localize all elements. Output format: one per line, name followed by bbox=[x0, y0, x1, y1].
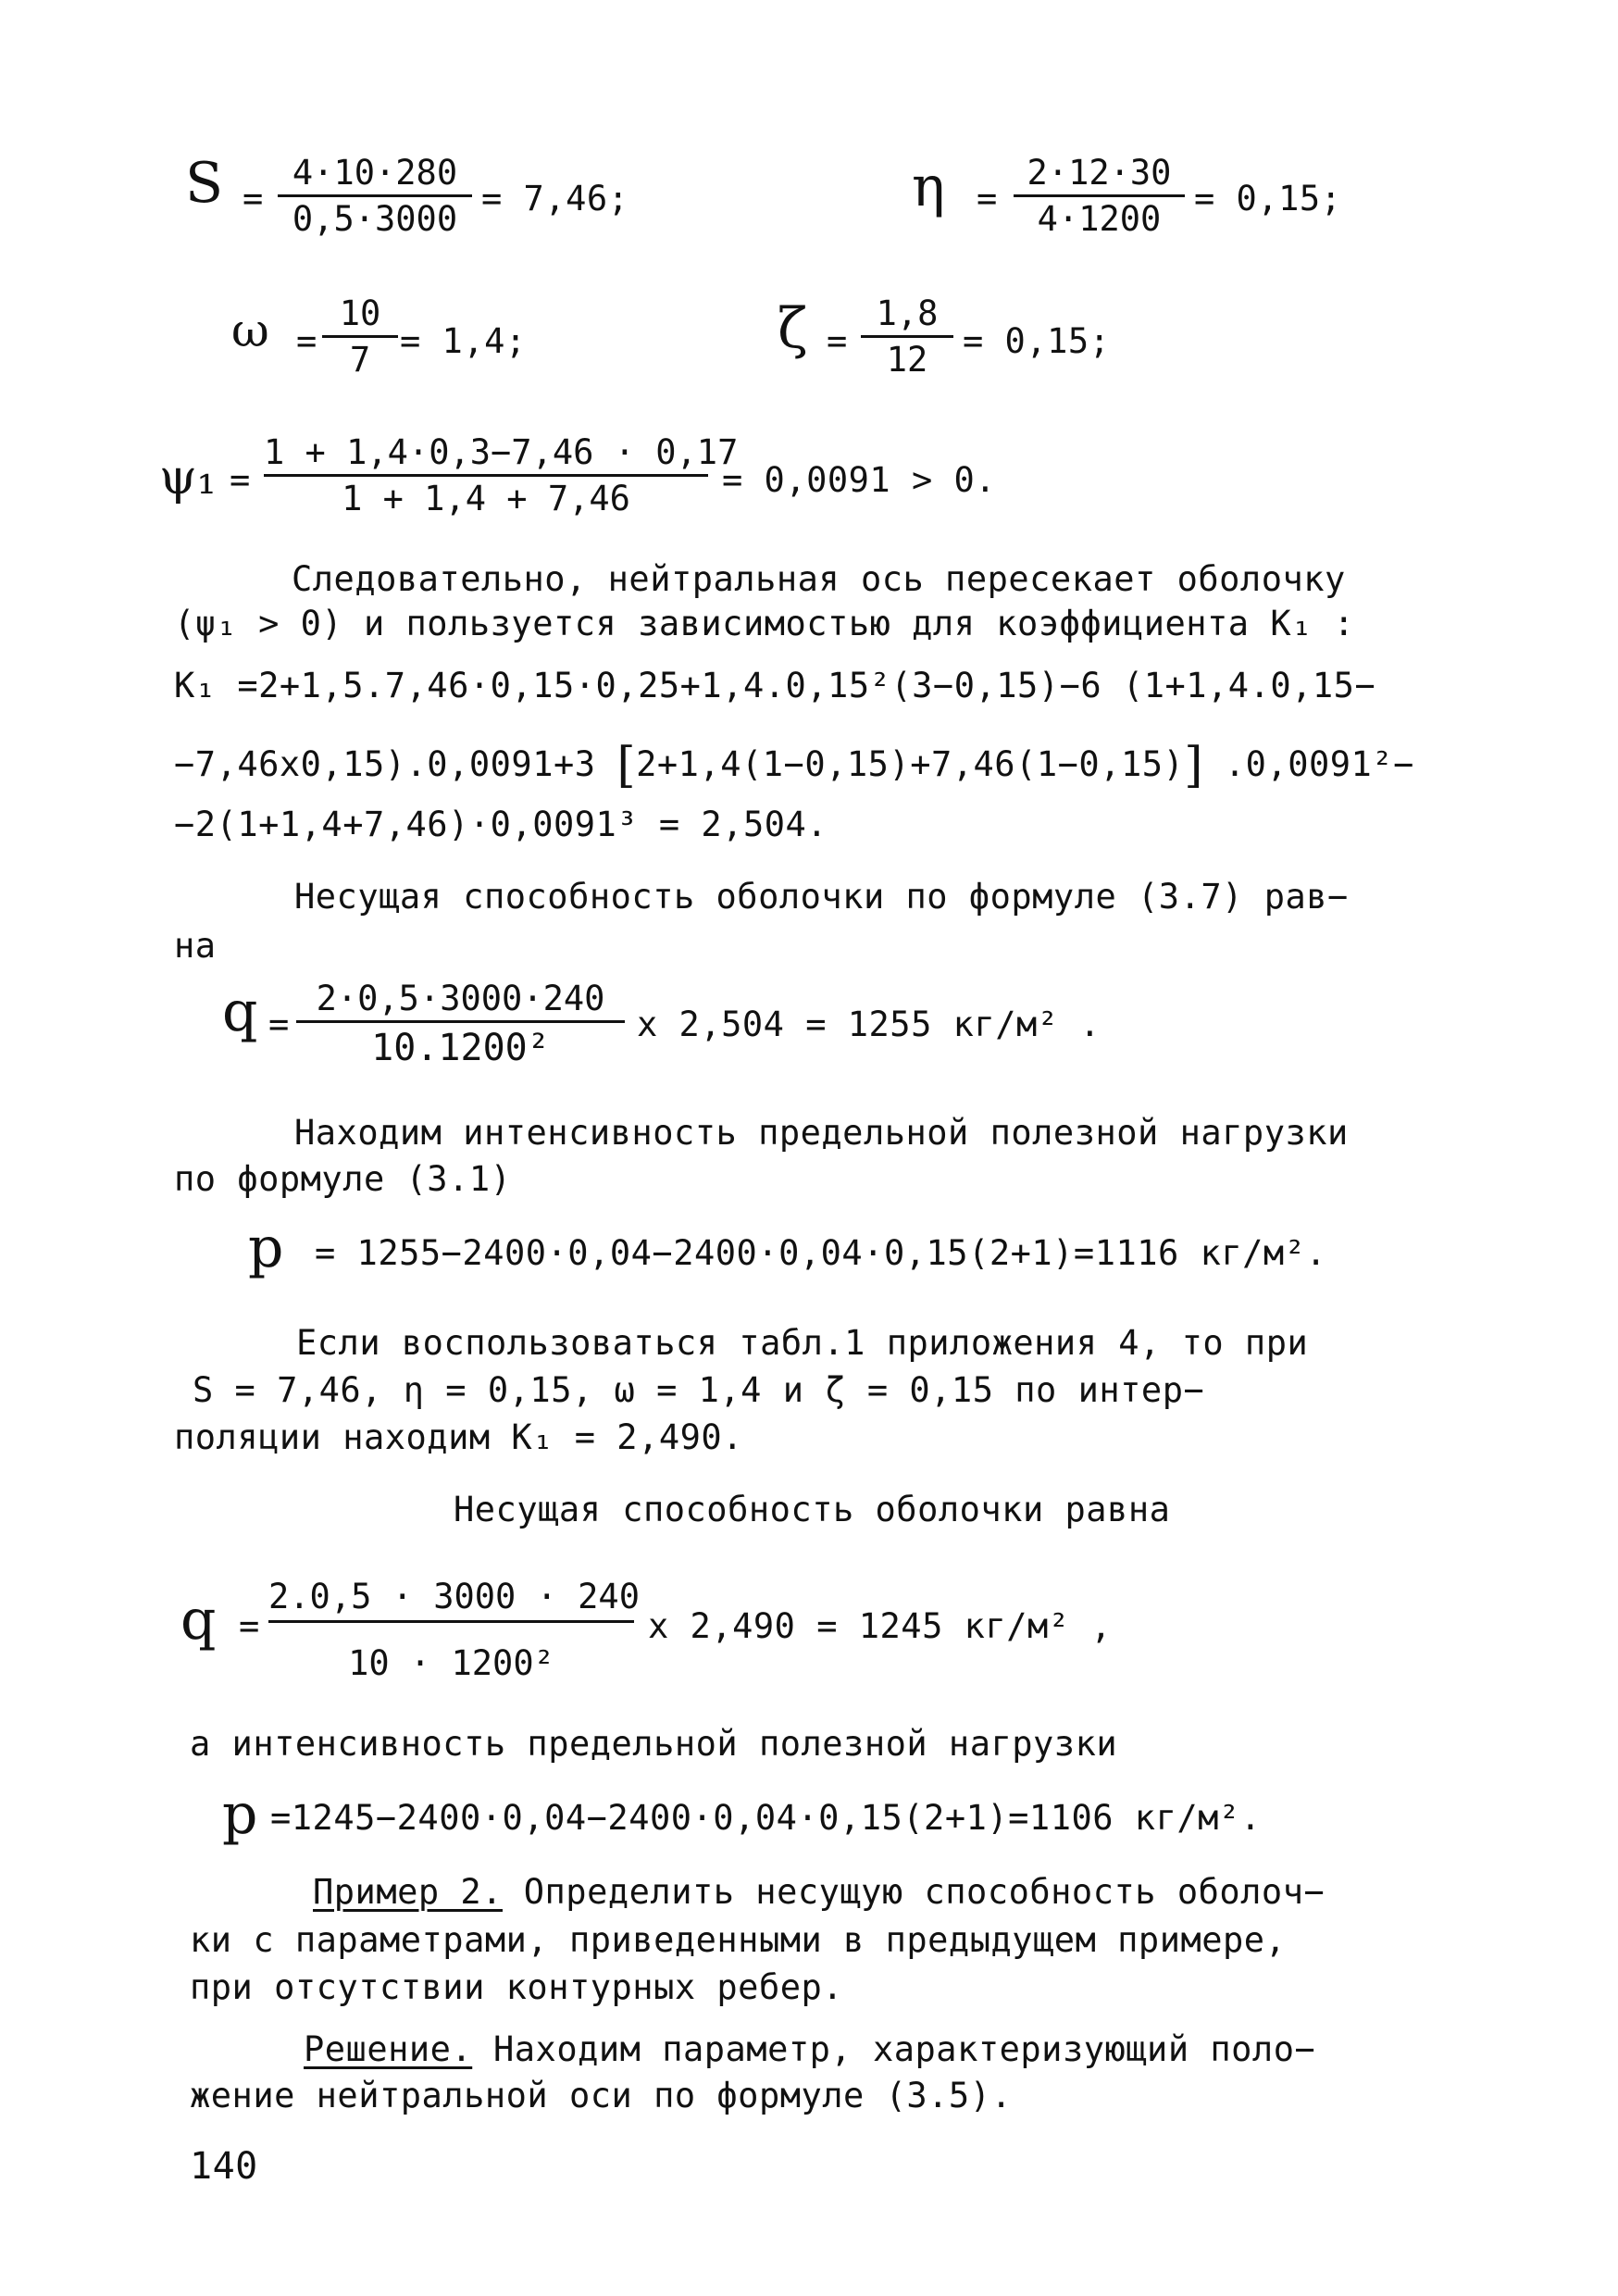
result: = 0,15; bbox=[963, 321, 1111, 361]
fraction-bar bbox=[296, 1020, 625, 1023]
denominator: 12 bbox=[886, 340, 928, 380]
numerator: 1 + 1,4·0,3−7,46 · 0,17 bbox=[264, 432, 739, 472]
numerator: 4·10·280 bbox=[292, 153, 458, 193]
text-line: по формуле (3.1) bbox=[174, 1159, 512, 1199]
formula-k1-line1: K₁ =2+1,5.7,46·0,15·0,25+1,4.0,15²(3−0,15)−6 (1+1,4.0,15− bbox=[174, 666, 1376, 705]
symbol-omega: ω bbox=[231, 304, 269, 357]
denominator: 0,5·3000 bbox=[292, 199, 458, 239]
symbol-eta: η bbox=[912, 155, 945, 219]
denominator: 4·1200 bbox=[1037, 199, 1162, 239]
fraction-bar bbox=[264, 474, 708, 477]
symbol-psi: ψ₁ bbox=[159, 450, 217, 505]
text-line: Если воспользоваться табл.1 приложения 4, то при bbox=[296, 1323, 1309, 1363]
text-line: ки с параметрами, приведенными в предыдущем примере, bbox=[190, 1920, 1287, 1960]
denominator: 7 bbox=[349, 340, 371, 380]
symbol-p: p bbox=[248, 1216, 284, 1280]
result: = 1,4; bbox=[400, 321, 527, 361]
equals-sign: = bbox=[827, 321, 848, 361]
text-line: Находим интенсивность предельной полезной нагрузки bbox=[294, 1113, 1349, 1153]
fraction-bar bbox=[861, 335, 953, 338]
symbol-q: q bbox=[222, 980, 258, 1044]
result: = 7,46; bbox=[481, 179, 629, 218]
text-line: а интенсивность предельной полезной нагрузки bbox=[190, 1724, 1118, 1764]
fraction-psi bbox=[264, 428, 739, 520]
text-line: поляции находим K₁ = 2,490. bbox=[174, 1417, 743, 1457]
symbol-s: S bbox=[185, 151, 224, 216]
numerator: 2·12·30 bbox=[1027, 153, 1172, 193]
equals-sign: = bbox=[977, 179, 998, 218]
fraction-q2 bbox=[268, 1572, 640, 1692]
text-line: при отсутствии контурных ребер. bbox=[190, 1967, 844, 2007]
example-label: Пример 2. bbox=[313, 1872, 503, 1912]
fraction-s bbox=[278, 148, 472, 241]
text-line: жение нейтральной оси по формуле (3.5). bbox=[190, 2076, 1013, 2115]
equation-text: =1245−2400·0,04−2400·0,04·0,15(2+1)=1106 кг/м². bbox=[270, 1798, 1262, 1838]
text-line: Следовательно, нейтральная ось пересекает оболочку bbox=[292, 559, 1346, 599]
fraction-eta bbox=[1014, 148, 1185, 241]
equals-sign: = bbox=[243, 179, 264, 218]
denominator: 10 · 1200² bbox=[348, 1643, 554, 1683]
bracket-open: [ bbox=[616, 738, 637, 793]
result: x 2,504 = 1255 кг/м² . bbox=[637, 1004, 1101, 1044]
text-line: (ψ₁ > 0) и пользуется зависимостью для коэффициента K₁ : bbox=[174, 604, 1355, 643]
bracket-close: ] bbox=[1184, 738, 1204, 793]
fraction-omega bbox=[322, 289, 398, 381]
formula-part: .0,0091²− bbox=[1224, 744, 1414, 784]
fraction-bar bbox=[268, 1620, 634, 1623]
numerator: 1,8 bbox=[876, 293, 939, 333]
text-line: Определить несущую способность оболоч− bbox=[502, 1872, 1326, 1912]
text-line: Несущая способность оболочки равна bbox=[454, 1490, 1171, 1529]
formula-part: 2+1,4(1−0,15)+7,46(1−0,15) bbox=[636, 744, 1185, 784]
equals-sign: = bbox=[268, 1004, 290, 1044]
result: = 0,15; bbox=[1194, 179, 1342, 218]
text-line: Несущая способность оболочки по формуле (3.7) рав− bbox=[294, 877, 1349, 917]
fraction-q1 bbox=[296, 974, 625, 1076]
page-number: 140 bbox=[190, 2145, 258, 2188]
text-line: S = 7,46, η = 0,15, ω = 1,4 и ζ = 0,15 по интер− bbox=[193, 1370, 1205, 1410]
fraction-bar bbox=[1014, 194, 1185, 197]
example-2-line1 bbox=[313, 1872, 1326, 1912]
formula-part: −7,46x0,15).0,0091+3 bbox=[174, 744, 596, 784]
numerator: 10 bbox=[339, 293, 381, 333]
result: = 0,0091 > 0. bbox=[722, 460, 997, 500]
symbol-p: p bbox=[222, 1782, 258, 1847]
fraction-bar bbox=[322, 335, 398, 338]
solution-line1 bbox=[304, 2029, 1316, 2069]
result: x 2,490 = 1245 кг/м² , bbox=[648, 1606, 1113, 1646]
text-line: на bbox=[174, 926, 217, 966]
equals-sign: = bbox=[230, 460, 251, 500]
equation-text: = 1255−2400·0,04−2400·0,04·0,15(2+1)=1116 кг/м². bbox=[315, 1233, 1327, 1273]
equals-sign: = bbox=[239, 1606, 260, 1646]
denominator: 1 + 1,4 + 7,46 bbox=[342, 479, 630, 518]
solution-label: Решение. bbox=[304, 2029, 473, 2069]
formula-k1-line3: −2(1+1,4+7,46)·0,0091³ = 2,504. bbox=[174, 805, 828, 844]
formula-k1-line2 bbox=[174, 736, 1414, 793]
numerator: 2·0,5·3000·240 bbox=[316, 979, 605, 1018]
symbol-q: q bbox=[180, 1588, 217, 1653]
equals-sign: = bbox=[296, 321, 317, 361]
fraction-bar bbox=[278, 194, 472, 197]
numerator: 2.0,5 · 3000 · 240 bbox=[268, 1577, 640, 1616]
text-line: Находим параметр, характеризующий поло− bbox=[472, 2029, 1316, 2069]
denominator: 10.1200² bbox=[371, 1027, 550, 1069]
symbol-zeta: ζ bbox=[778, 296, 808, 361]
fraction-zeta bbox=[861, 289, 953, 381]
